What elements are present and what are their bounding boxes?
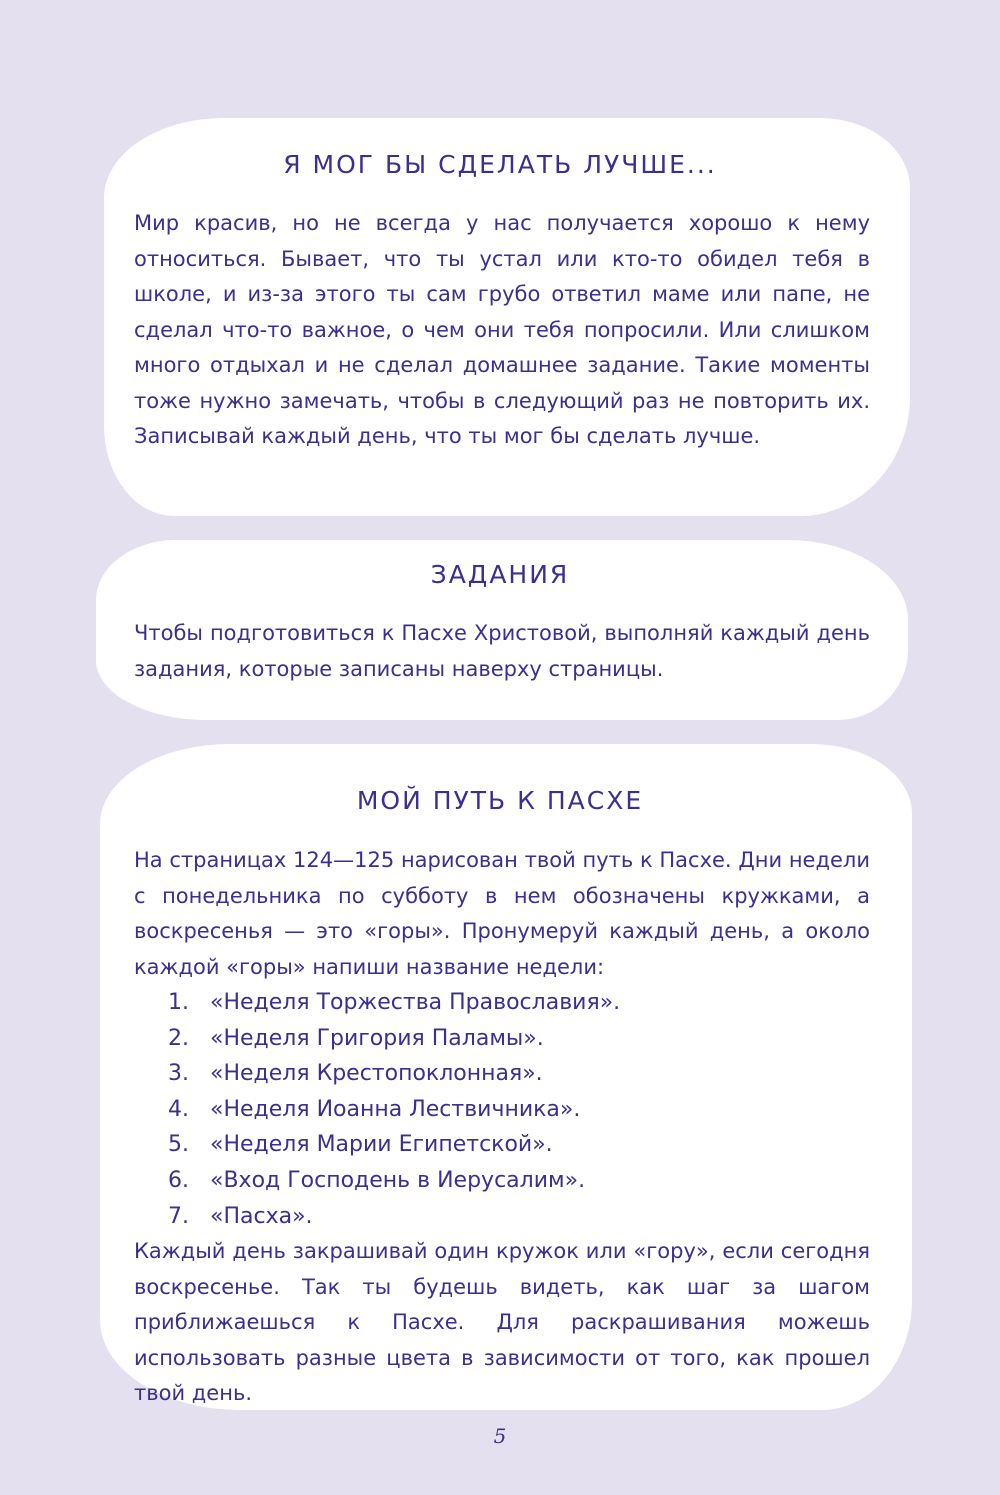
- paragraph-better: Мир красив, но не всегда у нас получается хорошо к нему относиться. Бывает, что ты устал или кто-то обидел тебя в школе, и из-за этого ты сам грубо ответил маме или папе, не сделал что-то важное, о чем они тебя попросили. Или слишком много отдыхал и не сделал домашнее задание. Такие моменты тоже нужно замечать, чтобы в следующий раз не повторить их. Записывай каждый день, что ты мог бы сделать лучше.: [134, 211, 870, 448]
- week-item: [168, 1163, 620, 1199]
- week-name: «Неделя Иоанна Лествичника».: [210, 1096, 581, 1122]
- week-name: «Неделя Торжества Православия».: [210, 990, 621, 1015]
- week-list: [168, 985, 620, 1234]
- week-number: 6.: [168, 1167, 189, 1193]
- week-number: 4.: [168, 1096, 189, 1122]
- week-name: «Неделя Крестопоклонная».: [210, 1061, 543, 1087]
- week-name: «Неделя Марии Египетской».: [210, 1132, 553, 1158]
- week-item: [168, 1056, 620, 1092]
- heading-path: МОЙ ПУТЬ К ПАСХЕ: [356, 786, 644, 815]
- week-item: [168, 1199, 620, 1235]
- paragraph-path-outro: Каждый день закрашивай один кружок или «гору», если сегодня воскресенье. Так ты будешь видеть, как шаг за шагом приближаешься к Пасхе. Для раскрашивания можешь использовать разные цвета в зависимости от того, как прошел твой день.: [134, 1239, 870, 1405]
- week-number: 1.: [168, 990, 189, 1015]
- week-item: [168, 1092, 620, 1128]
- week-number: 2.: [168, 1025, 189, 1051]
- paragraph-tasks: Чтобы подготовиться к Пасхе Христовой, выполняй каждый день задания, которые записаны наверху страницы.: [134, 621, 870, 681]
- page-number: 5: [493, 1424, 507, 1448]
- week-item: [168, 985, 620, 1021]
- week-number: 5.: [168, 1132, 189, 1158]
- week-name: «Вход Господень в Иерусалим».: [210, 1167, 586, 1193]
- week-number: 7.: [168, 1203, 189, 1229]
- week-name: «Пасха».: [210, 1203, 313, 1229]
- week-item: [168, 1127, 620, 1163]
- week-number: 3.: [168, 1061, 189, 1087]
- week-item: [168, 1021, 620, 1057]
- heading-better: Я МОГ БЫ СДЕЛАТЬ ЛУЧШЕ...: [283, 150, 717, 179]
- week-name: «Неделя Григория Паламы».: [210, 1025, 544, 1051]
- heading-tasks: ЗАДАНИЯ: [430, 560, 570, 589]
- paragraph-path-intro: На страницах 124—125 нарисован твой путь к Пасхе. Дни недели с понедельника по субботу в нем обозначены кружками, а воскресенья — это «горы». Пронумеруй каждый день, а около каждой «горы» напиши название недели:: [134, 848, 870, 979]
